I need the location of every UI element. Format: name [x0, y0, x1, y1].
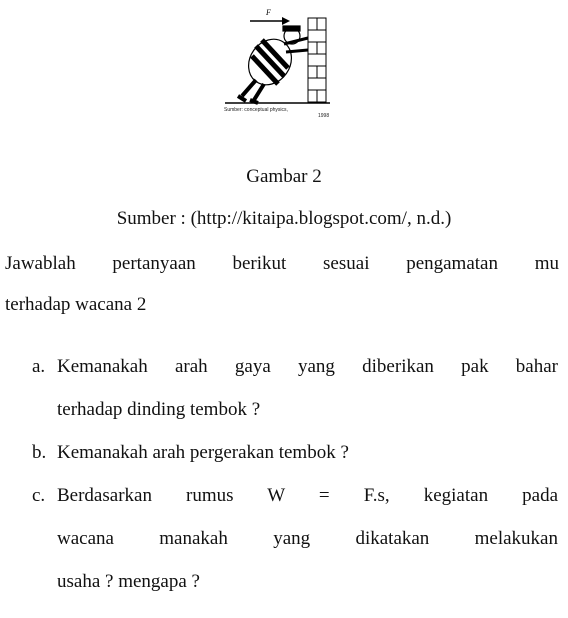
- question-b: [32, 431, 558, 474]
- brick-wall: [308, 18, 326, 102]
- figure-source-year: 1998: [318, 113, 330, 119]
- instruction-paragraph: [5, 243, 559, 325]
- question-line: terhadap dinding tembok ?: [57, 399, 261, 420]
- force-label: F: [266, 8, 271, 17]
- figure-illustration: [220, 4, 350, 124]
- question-a: [32, 345, 558, 431]
- question-line: Kemanakah arah gaya yang diberikan pak bahar: [57, 356, 558, 377]
- question-label: a.: [32, 356, 46, 377]
- question-label: b.: [32, 442, 47, 463]
- instruction-line-2: terhadap wacana 2: [5, 294, 147, 315]
- figure-caption-title: Gambar 2: [246, 166, 322, 187]
- question-line: usaha ? mengapa ?: [57, 571, 200, 592]
- question-line: Kemanakah arah pergerakan tembok ?: [57, 442, 349, 463]
- question-label: c.: [32, 485, 46, 506]
- question-c: [32, 474, 558, 603]
- man-pushing-wall-illustration: [220, 4, 350, 124]
- instruction-line-1: Jawablah pertanyaan berikut sesuai pengamatan mu: [5, 253, 559, 274]
- force-arrow-head: [282, 17, 290, 25]
- pushing-person: [238, 26, 308, 103]
- question-line: wacana manakah yang dikatakan melakukan: [57, 528, 558, 549]
- figure-source-text: Sumber: conceptual physics,: [224, 107, 288, 113]
- figure-caption-source: Sumber : (http://kitaipa.blogspot.com/, n.d.): [116, 208, 452, 229]
- question-line: Berdasarkan rumus W = F.s, kegiatan pada: [57, 485, 558, 506]
- figure-source-note: [224, 107, 344, 119]
